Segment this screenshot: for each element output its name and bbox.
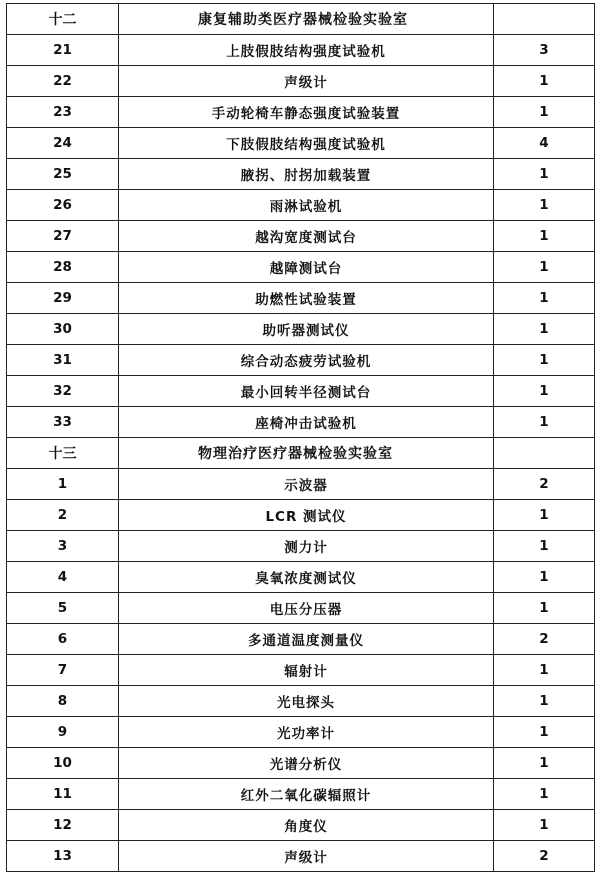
- table-row: [7, 624, 595, 655]
- section-qty-cell: [494, 4, 595, 35]
- item-name: 综合动态疲劳试验机: [119, 345, 494, 376]
- section-header-row: [7, 438, 595, 469]
- table-row: [7, 407, 595, 438]
- table-row: [7, 221, 595, 252]
- table-row: [7, 35, 595, 66]
- section-number: 十二: [7, 4, 119, 35]
- item-number: 11: [7, 779, 119, 810]
- table-row: [7, 190, 595, 221]
- item-quantity: 1: [494, 66, 595, 97]
- section-qty-cell: [494, 438, 595, 469]
- table-row: [7, 779, 595, 810]
- item-quantity: 1: [494, 717, 595, 748]
- item-number: 21: [7, 35, 119, 66]
- section-header-row: [7, 4, 595, 35]
- item-name: 助听器测试仪: [119, 314, 494, 345]
- item-number: 28: [7, 252, 119, 283]
- item-number: 5: [7, 593, 119, 624]
- item-number: 1: [7, 469, 119, 500]
- item-name: 声级计: [119, 66, 494, 97]
- table-row: [7, 531, 595, 562]
- item-number: 23: [7, 97, 119, 128]
- item-name: 座椅冲击试验机: [119, 407, 494, 438]
- equipment-table-body: [7, 4, 595, 872]
- item-name: 最小回转半径测试台: [119, 376, 494, 407]
- item-name: 光功率计: [119, 717, 494, 748]
- table-row: [7, 314, 595, 345]
- item-number: 29: [7, 283, 119, 314]
- item-quantity: 1: [494, 314, 595, 345]
- table-row: [7, 128, 595, 159]
- item-number: 12: [7, 810, 119, 841]
- item-name: 多通道温度测量仪: [119, 624, 494, 655]
- item-name: 下肢假肢结构强度试验机: [119, 128, 494, 159]
- item-name: 越沟宽度测试台: [119, 221, 494, 252]
- item-quantity: 1: [494, 748, 595, 779]
- item-quantity: 2: [494, 624, 595, 655]
- item-number: 27: [7, 221, 119, 252]
- table-row: [7, 376, 595, 407]
- table-row: [7, 66, 595, 97]
- table-row: [7, 686, 595, 717]
- item-name: 声级计: [119, 841, 494, 872]
- item-name: 电压分压器: [119, 593, 494, 624]
- item-quantity: 1: [494, 190, 595, 221]
- item-number: 10: [7, 748, 119, 779]
- table-row: [7, 748, 595, 779]
- item-quantity: 1: [494, 283, 595, 314]
- table-row: [7, 283, 595, 314]
- item-name: 辐射计: [119, 655, 494, 686]
- item-name: 测力计: [119, 531, 494, 562]
- item-number: 24: [7, 128, 119, 159]
- item-name: 腋拐、肘拐加载装置: [119, 159, 494, 190]
- item-quantity: 1: [494, 221, 595, 252]
- item-name: 角度仪: [119, 810, 494, 841]
- item-quantity: 1: [494, 655, 595, 686]
- item-number: 13: [7, 841, 119, 872]
- table-row: [7, 159, 595, 190]
- item-quantity: 2: [494, 469, 595, 500]
- item-number: 3: [7, 531, 119, 562]
- item-number: 8: [7, 686, 119, 717]
- item-number: 22: [7, 66, 119, 97]
- item-name: LCR 测试仪: [119, 500, 494, 531]
- item-quantity: 1: [494, 376, 595, 407]
- table-row: [7, 252, 595, 283]
- table-row: [7, 593, 595, 624]
- item-name: 示波器: [119, 469, 494, 500]
- item-quantity: 1: [494, 810, 595, 841]
- item-quantity: 1: [494, 562, 595, 593]
- table-row: [7, 655, 595, 686]
- item-number: 7: [7, 655, 119, 686]
- item-name: 手动轮椅车静态强度试验装置: [119, 97, 494, 128]
- item-quantity: 1: [494, 593, 595, 624]
- item-number: 9: [7, 717, 119, 748]
- table-row: [7, 562, 595, 593]
- section-title: 康复辅助类医疗器械检验实验室: [119, 4, 494, 35]
- item-name: 臭氧浓度测试仪: [119, 562, 494, 593]
- item-quantity: 1: [494, 686, 595, 717]
- item-number: 4: [7, 562, 119, 593]
- item-quantity: 1: [494, 531, 595, 562]
- item-quantity: 1: [494, 252, 595, 283]
- item-name: 红外二氧化碳辐照计: [119, 779, 494, 810]
- table-row: [7, 469, 595, 500]
- item-name: 光电探头: [119, 686, 494, 717]
- item-number: 33: [7, 407, 119, 438]
- item-quantity: 1: [494, 159, 595, 190]
- equipment-table: [6, 3, 595, 872]
- item-name: 越障测试台: [119, 252, 494, 283]
- table-row: [7, 717, 595, 748]
- item-name: 上肢假肢结构强度试验机: [119, 35, 494, 66]
- section-number: 十三: [7, 438, 119, 469]
- item-number: 25: [7, 159, 119, 190]
- table-row: [7, 500, 595, 531]
- item-number: 32: [7, 376, 119, 407]
- item-number: 26: [7, 190, 119, 221]
- section-title: 物理治疗医疗器械检验实验室: [119, 438, 494, 469]
- item-number: 2: [7, 500, 119, 531]
- table-row: [7, 97, 595, 128]
- item-name: 光谱分析仪: [119, 748, 494, 779]
- item-number: 31: [7, 345, 119, 376]
- item-number: 30: [7, 314, 119, 345]
- item-quantity: 1: [494, 97, 595, 128]
- item-quantity: 1: [494, 500, 595, 531]
- item-name: 助燃性试验装置: [119, 283, 494, 314]
- table-row: [7, 810, 595, 841]
- table-row: [7, 841, 595, 872]
- item-quantity: 1: [494, 779, 595, 810]
- item-quantity: 3: [494, 35, 595, 66]
- item-number: 6: [7, 624, 119, 655]
- item-quantity: 2: [494, 841, 595, 872]
- table-row: [7, 345, 595, 376]
- item-quantity: 4: [494, 128, 595, 159]
- item-quantity: 1: [494, 407, 595, 438]
- item-name: 雨淋试验机: [119, 190, 494, 221]
- item-quantity: 1: [494, 345, 595, 376]
